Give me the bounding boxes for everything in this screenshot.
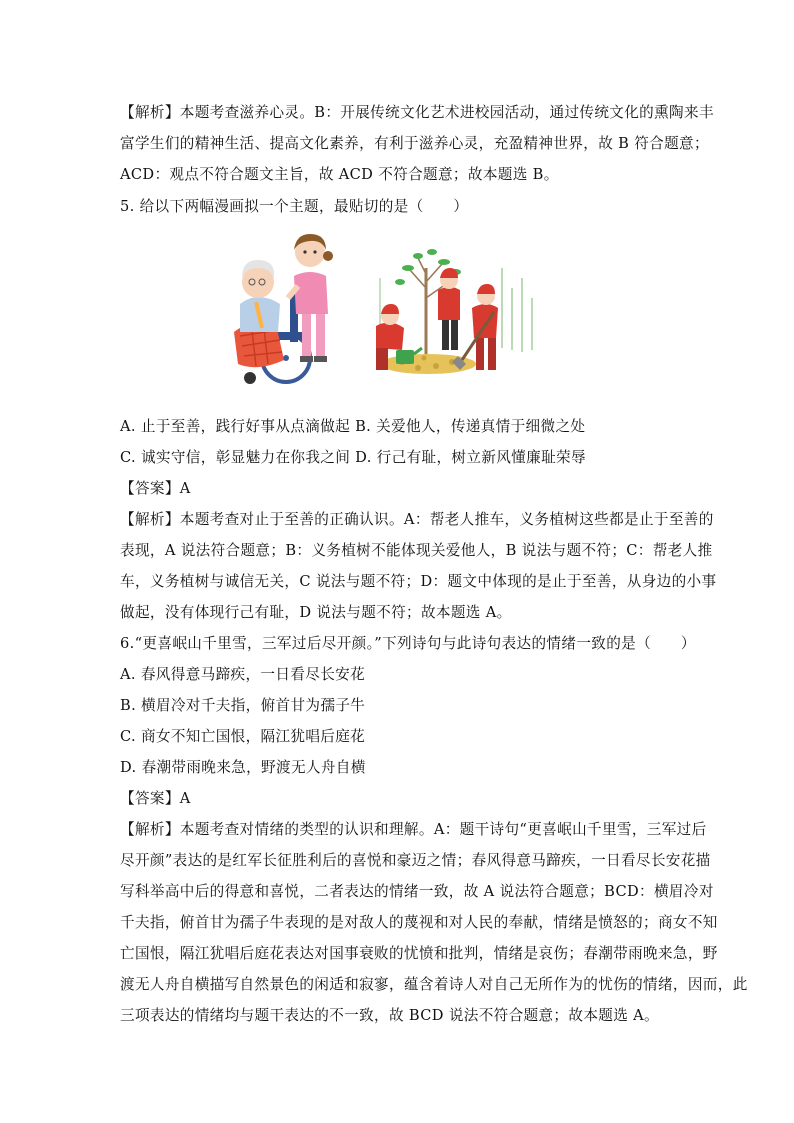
q6-analysis-line-7: 三项表达的情绪均与题干表达的不一致，故 BCD 说法不符合题意；故本题选 A。 — [120, 1007, 659, 1024]
q6-analysis-line-5: 亡国恨，隔江犹唱后庭花表达对国事衰败的忧愤和批判，情绪是哀伤；春潮带雨晚来急，野 — [120, 945, 718, 962]
q6-option-d: D. 春潮带雨晚来急，野渡无人舟自横 — [120, 759, 366, 776]
q6-analysis-line-1: 【解析】本题考查对情绪的类型的认识和理解。A：题干诗句“更喜岷山千里雪，三军过后 — [120, 821, 707, 838]
q5-options-row-2: C. 诚实守信，彰显魅力在你我之间 D. 行己有耻，树立新风懂廉耻荣辱 — [120, 449, 586, 466]
q6-answer: 【答案】A — [120, 790, 191, 807]
q6-stem: 6.“更喜岷山千里雪，三军过后尽开颜。”下列诗句与此诗句表达的情绪一致的是（ ） — [120, 635, 696, 652]
q5-stem: 5. 给以下两幅漫画拟一个主题，最贴切的是（ ） — [120, 198, 469, 215]
q6-analysis-line-4: 千夫指，俯首甘为孺子牛表现的是对敌人的蔑视和对人民的奉献，情绪是愤怒的；商女不知 — [120, 914, 718, 931]
q5-analysis-line-4: 做起，没有体现行己有耻，D 说法与题不符；故本题选 A。 — [120, 604, 512, 621]
q5-options-row-1: A. 止于至善，践行好事从点滴做起 B. 关爱他人，传递真情于细微之处 — [120, 418, 586, 435]
cartoon-tree-planting-image — [362, 238, 542, 383]
q4-analysis-line-1: 【解析】本题考查滋养心灵。B：开展传统文化艺术进校园活动，通过传统文化的熏陶来丰 — [120, 104, 714, 121]
q5-answer: 【答案】A — [120, 480, 191, 497]
q6-analysis-line-3: 写科举高中后的得意和喜悦，二者表达的情绪一致，故 A 说法符合题意；BCD：横眉冷对 — [120, 883, 714, 900]
q5-analysis-line-1: 【解析】本题考查对止于至善的正确认识。A：帮老人推车，义务植树这些都是止于至善的 — [120, 511, 714, 528]
cartoon-helping-elderly-image — [228, 232, 338, 387]
q6-analysis-line-2: 尽开颜”表达的是红军长征胜利后的喜悦和豪迈之情；春风得意马蹄疾，一日看尽长安花描 — [120, 852, 711, 869]
q5-analysis-line-2: 表现，A 说法符合题意；B：义务植树不能体现关爱他人，B 说法与题不符；C：帮老人推 — [120, 542, 713, 559]
q6-option-b: B. 横眉冷对千夫指，俯首甘为孺子牛 — [120, 697, 366, 714]
q4-analysis-line-3: ACD：观点不符合题文主旨，故 ACD 不符合题意；故本题选 B。 — [120, 166, 559, 183]
q5-analysis-line-3: 车，义务植树与诚信无关，C 说法与题不符；D：题文中体现的是止于至善，从身边的小事 — [120, 573, 717, 590]
q4-analysis-line-2: 富学生们的精神生活、提高文化素养，有利于滋养心灵，充盈精神世界，故 B 符合题意； — [120, 135, 709, 152]
q6-option-a: A. 春风得意马蹄疾，一日看尽长安花 — [120, 666, 366, 683]
q6-analysis-line-6: 渡无人舟自横描写自然景色的闲适和寂寥，蕴含着诗人对自己无所作为的忧伤的情绪，因而，此 — [120, 976, 748, 993]
q6-option-c: C. 商女不知亡国恨，隔江犹唱后庭花 — [120, 728, 366, 745]
